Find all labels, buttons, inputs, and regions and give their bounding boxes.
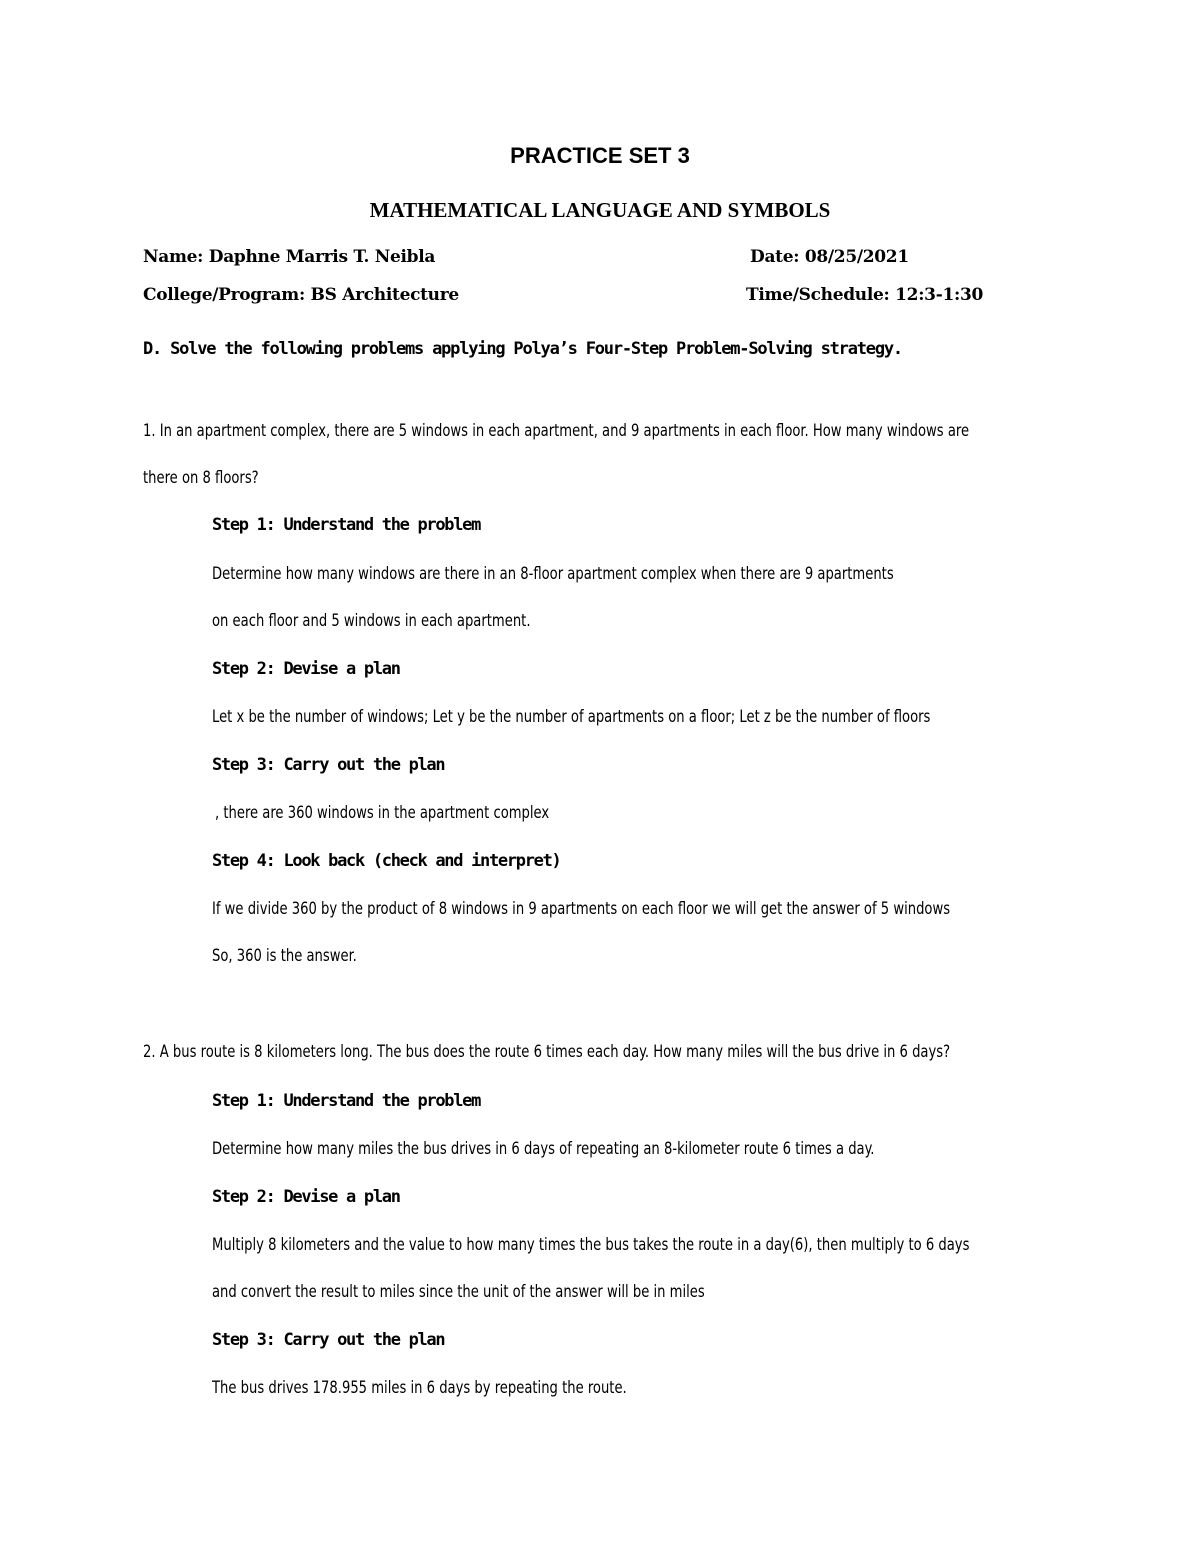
student-name: Name: Daphne Marris T. Neibla	[143, 247, 436, 267]
problem1-step4-title: Step 4: Look back (check and interpret)	[212, 851, 561, 871]
problem1-step2-title: Step 2: Devise a plan	[212, 659, 400, 679]
submission-date: Date: 08/25/2021	[750, 247, 909, 267]
problem1-step4-line2: So, 360 is the answer.	[212, 946, 357, 966]
problem1-question-line2: there on 8 floors?	[143, 468, 259, 488]
problem2-step2-title: Step 2: Devise a plan	[212, 1187, 400, 1207]
problem2-step3-line1: The bus drives 178.955 miles in 6 days by repeating the route.	[212, 1378, 627, 1398]
problem1-step3-line1: , there are 360 windows in the apartment complex	[215, 803, 550, 823]
problem2-step1-line1: Determine how many miles the bus drives in 6 days of repeating an 8-kilometer route 6 times a day.	[212, 1139, 875, 1159]
problem1-step2-line1: Let x be the number of windows; Let y be the number of apartments on a floor; Let z be the number of floors	[212, 707, 931, 727]
problem1-step1-line2: on each floor and 5 windows in each apartment.	[212, 611, 531, 631]
problem1-question-line1: 1. In an apartment complex, there are 5 windows in each apartment, and 9 apartments in each floor. How many windows are	[143, 421, 970, 441]
problem1-step1-line1: Determine how many windows are there in an 8-floor apartment complex when there are 9 apartments	[212, 564, 894, 584]
instruction: D. Solve the following problems applying Polya’s Four-Step Problem-Solving strategy.	[143, 339, 902, 359]
problem1-step3-title: Step 3: Carry out the plan	[212, 755, 445, 775]
problem2-step2-line2: and convert the result to miles since the unit of the answer will be in miles	[212, 1282, 705, 1302]
page-subtitle: MATHEMATICAL LANGUAGE AND SYMBOLS	[369, 198, 831, 222]
problem1-step4-line1: If we divide 360 by the product of 8 windows in 9 apartments on each floor we will get the answer of 5 windows	[212, 899, 951, 919]
problem2-step2-line1: Multiply 8 kilometers and the value to how many times the bus takes the route in a day(6), then multiply to 6 days	[212, 1235, 970, 1255]
problem1-step1-title: Step 1: Understand the problem	[212, 515, 481, 535]
problem2-step3-title: Step 3: Carry out the plan	[212, 1330, 445, 1350]
time-schedule: Time/Schedule: 12:3-1:30	[746, 285, 984, 305]
problem2-step1-title: Step 1: Understand the problem	[212, 1091, 481, 1111]
page-title: PRACTICE SET 3	[510, 143, 690, 168]
problem2-question-line1: 2. A bus route is 8 kilometers long. The bus does the route 6 times each day. How many miles will the bus drive in 6 days?	[143, 1042, 951, 1062]
college-program: College/Program: BS Architecture	[143, 285, 459, 305]
